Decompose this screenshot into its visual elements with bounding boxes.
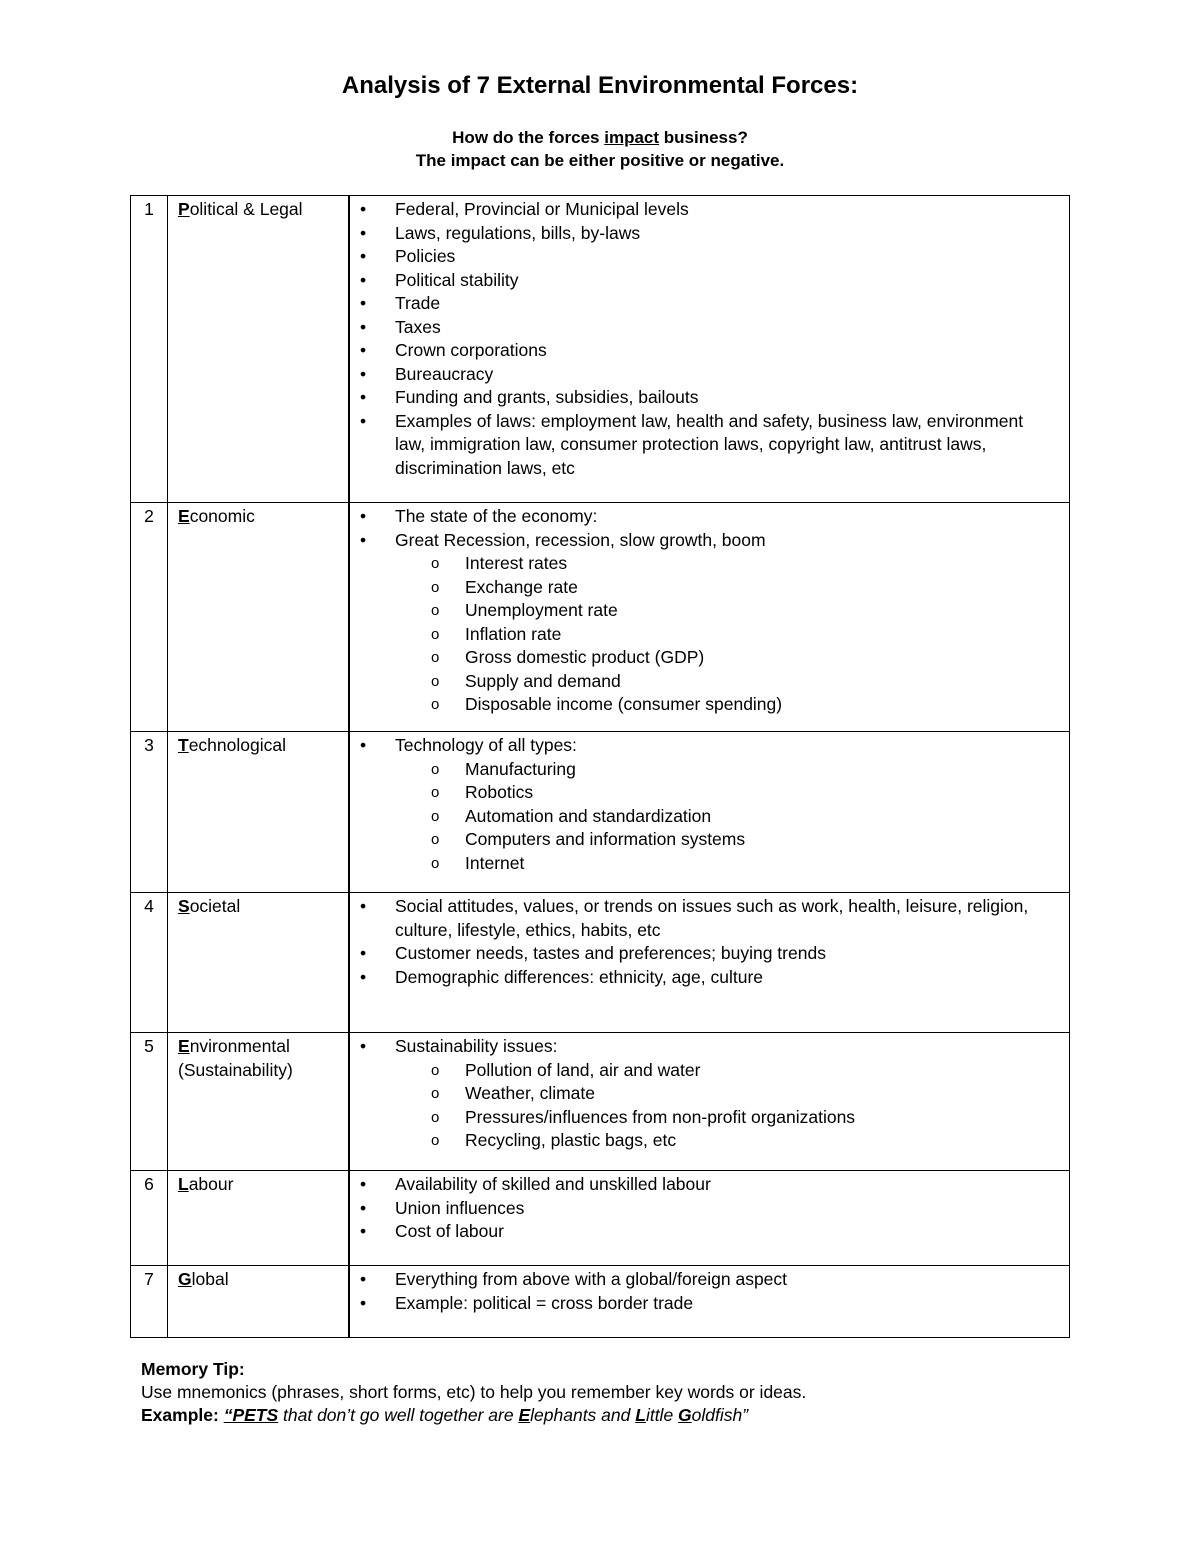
force-details [349, 503, 1070, 732]
force-name-rest: conomic [189, 506, 255, 526]
bullet-item [350, 410, 1049, 481]
bullet-list [350, 734, 1049, 875]
sub-bullet-item: o Gross domestic product (GDP) [350, 646, 1049, 670]
force-name [168, 1266, 350, 1338]
bullet-text: Social attitudes, values, or trends on issues such as work, health, leisure, religion, culture, lifestyle, ethics, habits, etc [395, 896, 1029, 940]
bullet-item [350, 386, 1049, 410]
sub-bullet-list [395, 552, 1049, 717]
subtitle-question [0, 128, 1200, 148]
subtitle-statement: The impact can be either positive or negative. [415, 151, 785, 170]
bullet-text: Trade [395, 293, 441, 313]
bullet-item [350, 1173, 1049, 1197]
memory-tip [141, 1358, 806, 1427]
sub-bullet-item: o Inflation rate [350, 623, 1049, 647]
force-details [349, 732, 1070, 893]
bullet-text: Example: political = cross border trade [395, 1292, 694, 1313]
force-number: 5 [131, 1033, 168, 1171]
sub-bullet-item: o Internet [350, 852, 1049, 876]
sub-bullet-item: o Manufacturing [350, 758, 1049, 782]
example-part: ittle [645, 1405, 679, 1425]
force-initial: E [178, 506, 190, 526]
memory-tip-line: Use mnemonics (phrases, short forms, etc) to help you remember key words or ideas. [141, 1382, 807, 1402]
sub-bullet-item: o Interest rates [350, 552, 1049, 576]
memory-tip-example [141, 1404, 806, 1427]
force-name-rest: lobal [191, 1269, 229, 1289]
sub-bullet-list [395, 1059, 1049, 1153]
bullet-item [350, 734, 1049, 875]
force-row [131, 196, 1070, 503]
force-initial: T [178, 735, 189, 755]
sub-bullet-item: o Pressures/influences from non-profit organizations [350, 1106, 1049, 1130]
force-number: 1 [131, 196, 168, 503]
bullet-text: Availability of skilled and unskilled labour [395, 1174, 711, 1194]
example-part: “PETS [223, 1405, 279, 1425]
force-initial: G [178, 1269, 192, 1289]
bullet-list [350, 505, 1049, 717]
bullet-text: Crown corporations [395, 340, 547, 360]
sub-bullet-item: o Supply and demand [350, 670, 1049, 694]
memory-tip-heading: Memory Tip: [141, 1359, 245, 1379]
force-initial: S [178, 896, 190, 916]
sub-bullet-item: o Unemployment rate [350, 599, 1049, 623]
example-part: L [635, 1405, 646, 1425]
force-row [131, 893, 1070, 1033]
bullet-item [350, 1220, 1049, 1244]
example-part: G [678, 1405, 692, 1425]
bullet-text: Great Recession, recession, slow growth, boom [395, 529, 766, 550]
force-name-extra: (Sustainability) [178, 1059, 293, 1080]
forces-table [130, 195, 1070, 1338]
force-name-rest: ocietal [189, 896, 241, 916]
bullet-list [350, 198, 1049, 480]
force-name [168, 1171, 350, 1266]
bullet-list [350, 895, 1049, 989]
force-row [131, 1266, 1070, 1338]
bullet-list [350, 1035, 1049, 1153]
bullet-item [350, 942, 1049, 966]
bullet-text: Customer needs, tastes and preferences; buying trends [395, 943, 826, 963]
bullet-text: Union influences [395, 1197, 525, 1218]
force-details [349, 1171, 1070, 1266]
force-row [131, 1033, 1070, 1171]
bullet-item [350, 895, 1049, 942]
force-initial: L [178, 1174, 189, 1194]
bullet-text: Taxes [395, 316, 441, 337]
bullet-item [350, 505, 1049, 529]
bullet-text: Sustainability issues: [395, 1036, 558, 1056]
bullet-text: Technology of all types: [395, 735, 577, 755]
force-name-rest: nvironmental [189, 1036, 290, 1056]
bullet-text: Political stability [395, 269, 519, 290]
bullet-item [350, 245, 1049, 269]
bullet-text: Everything from above with a global/foreign aspect [395, 1269, 788, 1289]
bullet-text: Federal, Provincial or Municipal levels [395, 199, 689, 219]
bullet-item [350, 339, 1049, 363]
force-row [131, 1171, 1070, 1266]
force-details [349, 196, 1070, 503]
force-name-rest: echnological [188, 735, 286, 755]
force-name [168, 732, 350, 893]
example-part: that don’t go well together are [278, 1405, 519, 1425]
sub-bullet-item: o Robotics [350, 781, 1049, 805]
bullet-item [350, 966, 1049, 990]
sub-bullet-list [395, 758, 1049, 876]
force-row [131, 732, 1070, 893]
force-name-rest: abour [188, 1174, 234, 1194]
sub-bullet-item: o Disposable income (consumer spending) [350, 693, 1049, 717]
subtitle-post: business? [659, 128, 748, 147]
bullet-text: Policies [395, 246, 456, 266]
force-name [168, 1033, 350, 1171]
force-details [349, 1033, 1070, 1171]
subtitle-pre: How do the forces [452, 128, 605, 147]
force-initial: P [178, 199, 190, 219]
sub-bullet-item: o Recycling, plastic bags, etc [350, 1129, 1049, 1153]
bullet-item [350, 1197, 1049, 1221]
bullet-list [350, 1173, 1049, 1244]
bullet-item [350, 529, 1049, 717]
force-initial: E [178, 1036, 190, 1056]
sub-bullet-item: o Pollution of land, air and water [350, 1059, 1049, 1083]
bullet-item [350, 269, 1049, 293]
force-details [349, 893, 1070, 1033]
force-number: 7 [131, 1266, 168, 1338]
bullet-item [350, 222, 1049, 246]
sub-bullet-item: o Automation and standardization [350, 805, 1049, 829]
force-name-rest: olitical & Legal [189, 199, 303, 219]
bullet-text: Laws, regulations, bills, by-laws [395, 222, 641, 243]
force-number: 2 [131, 503, 168, 732]
example-part: E [518, 1405, 531, 1425]
example-label: Example: [141, 1405, 219, 1425]
force-number: 6 [131, 1171, 168, 1266]
bullet-text: Cost of labour [395, 1221, 504, 1241]
bullet-item [350, 198, 1049, 222]
bullet-item [350, 1035, 1049, 1153]
force-name [168, 893, 350, 1033]
bullet-item [350, 363, 1049, 387]
bullet-text: Bureaucracy [395, 363, 494, 384]
sub-bullet-item: o Exchange rate [350, 576, 1049, 600]
bullet-item [350, 292, 1049, 316]
example-part: oldfish” [691, 1405, 749, 1425]
bullet-list [350, 1268, 1049, 1315]
sub-bullet-item: o Computers and information systems [350, 828, 1049, 852]
force-details [349, 1266, 1070, 1338]
subtitle-impact-underlined: impact [604, 128, 660, 147]
force-number: 3 [131, 732, 168, 893]
force-row [131, 503, 1070, 732]
force-name [168, 196, 350, 503]
force-number: 4 [131, 893, 168, 1033]
bullet-item [350, 316, 1049, 340]
bullet-text: Examples of laws: employment law, health and safety, business law, environment law, immigration law, consumer protection laws, copyright law, antitrust laws, discrimination laws, etc [395, 410, 1024, 478]
example-part: lephants and [530, 1405, 636, 1425]
page-title: Analysis of 7 External Environmental Forces: [341, 72, 859, 99]
bullet-text: The state of the economy: [395, 506, 598, 526]
sub-bullet-item: o Weather, climate [350, 1082, 1049, 1106]
bullet-item [350, 1292, 1049, 1316]
force-name [168, 503, 350, 732]
bullet-text: Funding and grants, subsidies, bailouts [395, 387, 699, 407]
bullet-item [350, 1268, 1049, 1292]
bullet-text: Demographic differences: ethnicity, age, culture [395, 966, 764, 987]
